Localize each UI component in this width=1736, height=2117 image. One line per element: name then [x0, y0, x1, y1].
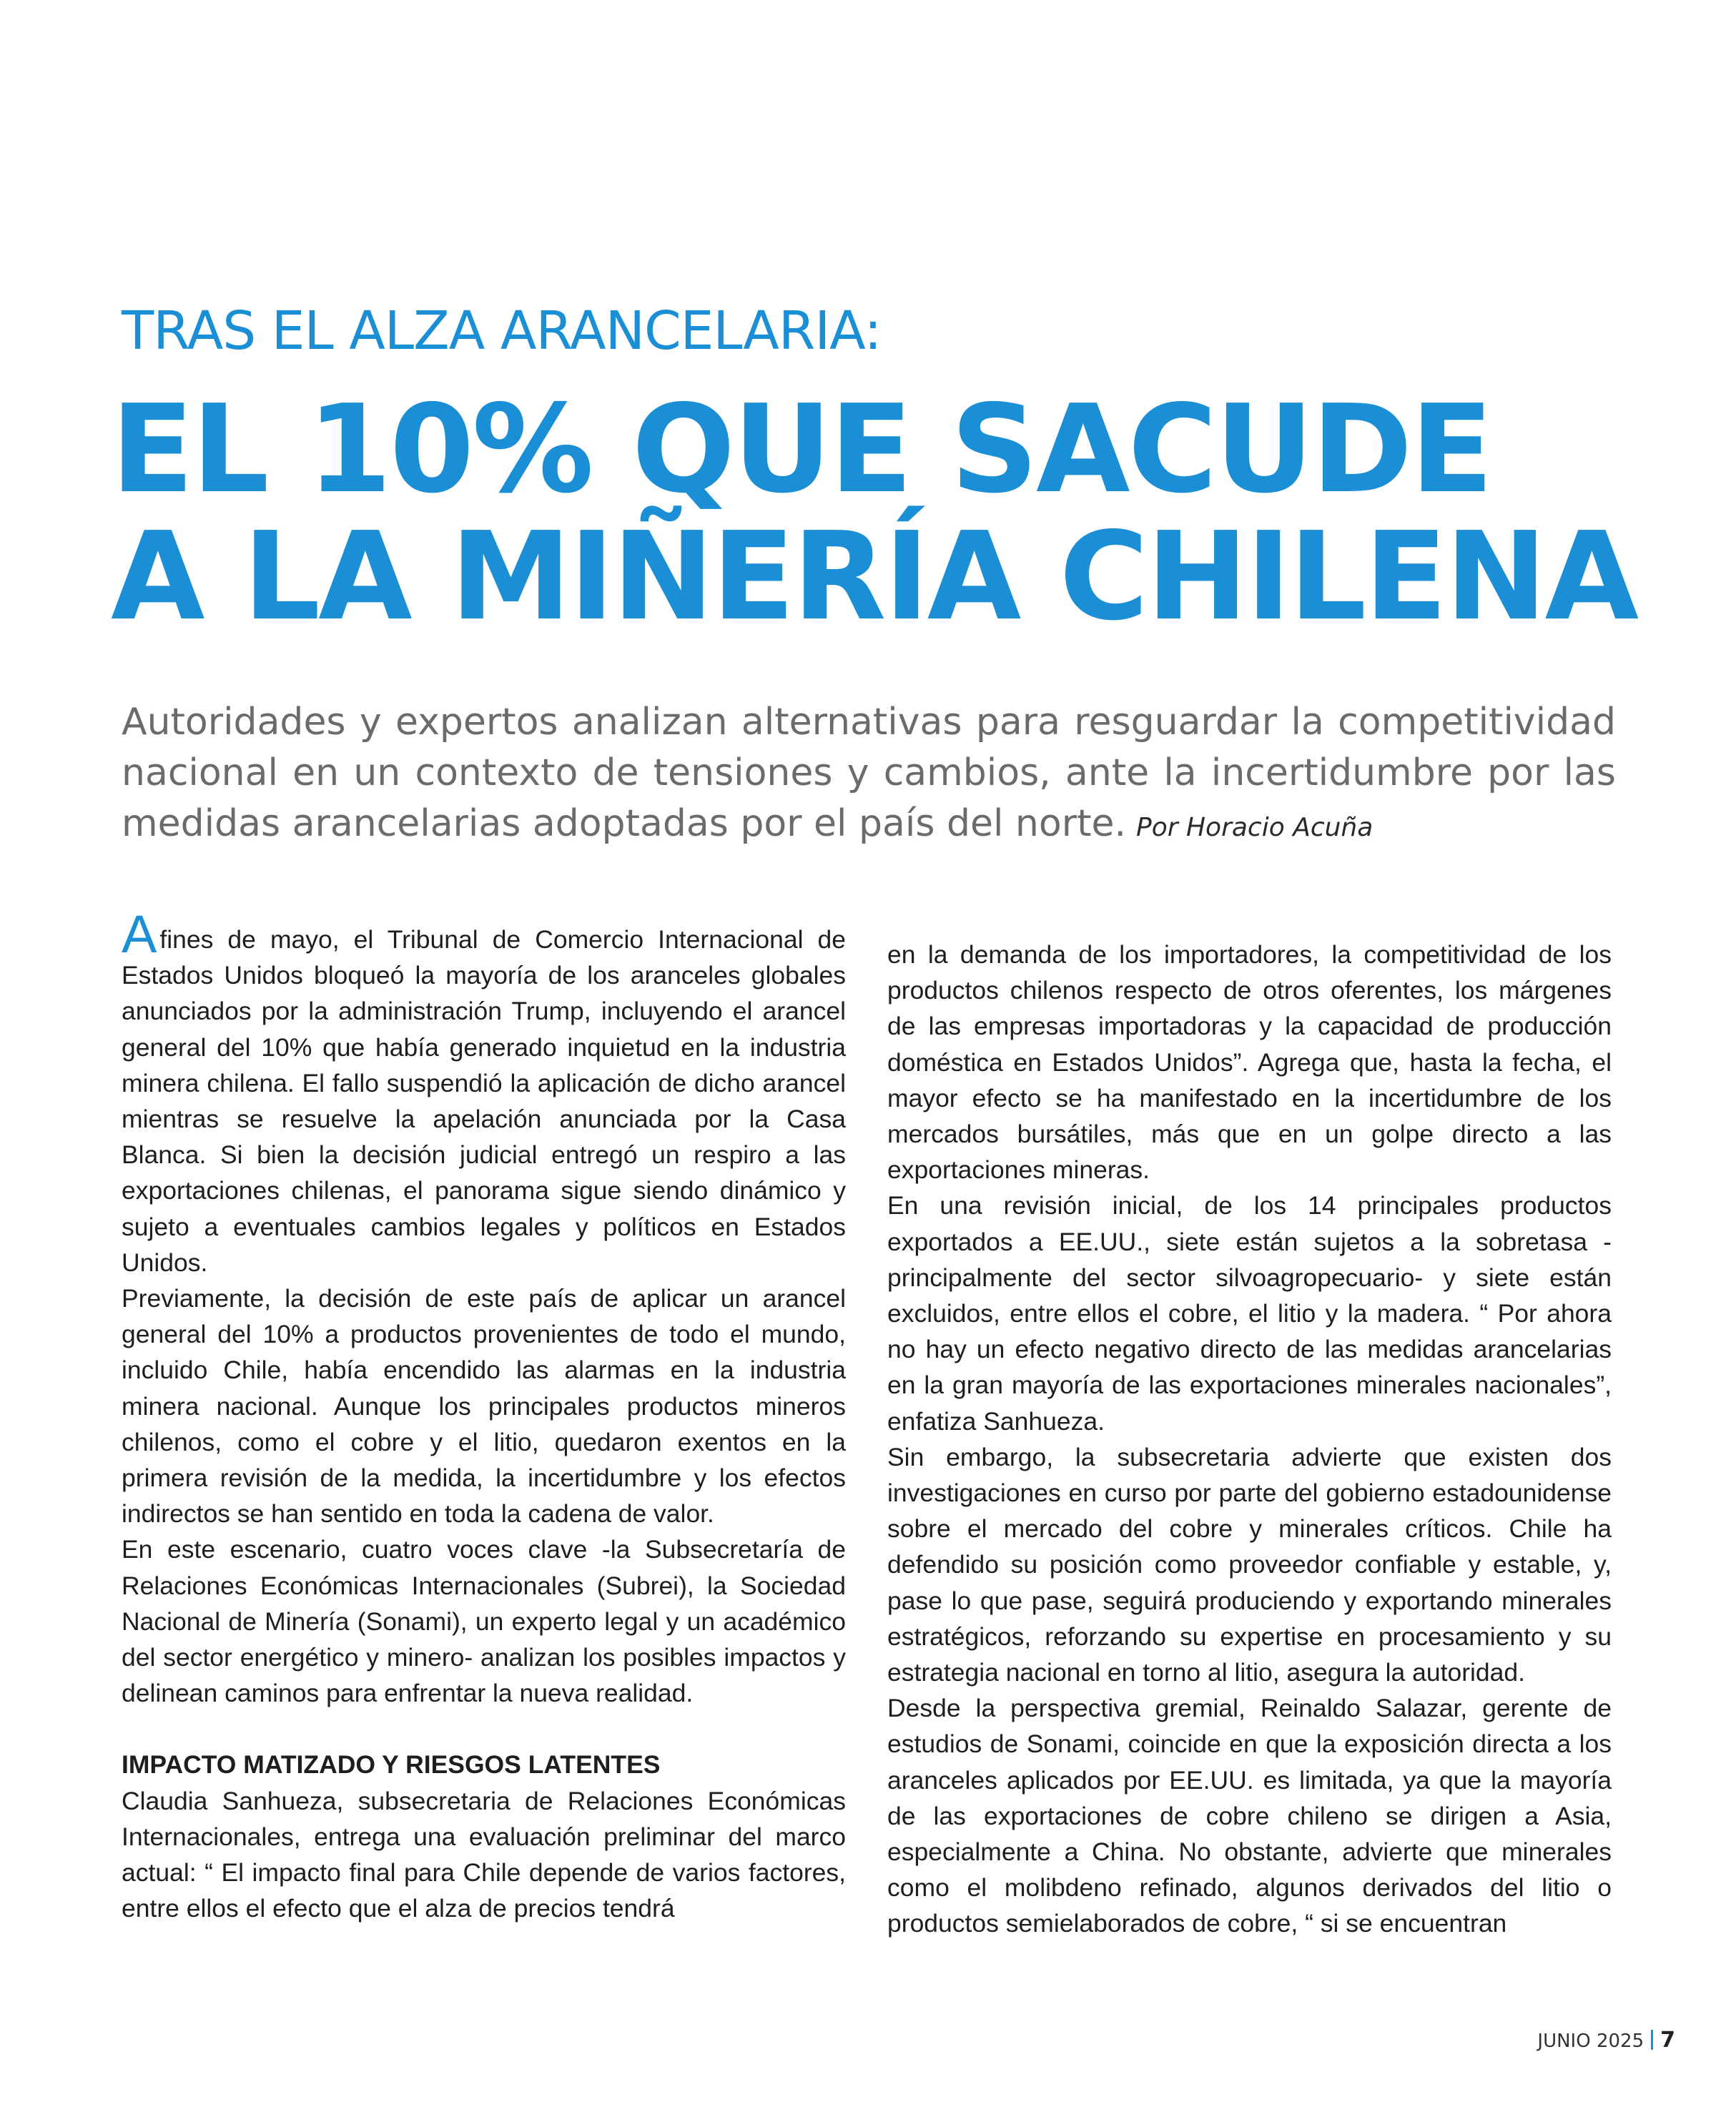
page-number: 7: [1660, 2028, 1675, 2053]
section-subhead: IMPACTO MATIZADO Y RIESGOS LATENTES: [122, 1750, 661, 1780]
right-column: [887, 937, 1612, 1942]
footer-divider: [1651, 2030, 1653, 2050]
paragraph: Sin embargo, la subsecretaria advierte que existen dos investigaciones en curso por parte del gobierno estadounidense sobre el mercado del cobre y minerales críticos. Chile ha defendido su posición como proveedor confiable y estable, y, pase lo que pase, seguirá produciendo y exportando minerales estratégicos, reforzando su expertise en procesamiento y su estrategia nacional en torno al litio, asegura la autoridad.: [887, 1442, 1612, 1687]
drop-cap: A: [122, 904, 157, 964]
headline-line-2: A LA MIÑERÍA CHILENA: [111, 506, 1637, 648]
paragraph-text: fines de mayo, el Tribunal de Comercio Internacional de Estados Unidos bloqueó la mayoría de los aranceles globales anunciados por la administración Trump, incluyendo el arancel general del 10% que había generado inquietud en la industria minera chilena. El fallo suspendió la aplicación de dicho arancel mientras se resuelve la apelación anunciada por la Casa Blanca. Si bien la decisión judicial entregó un respiro a las exportaciones chilenas, el panorama sigue siendo dinámico y sujeto a eventuales cambios legales y políticos en Estados Unidos.: [122, 925, 846, 1277]
paragraph: Desde la perspectiva gremial, Reinaldo Salazar, gerente de estudios de Sonami, coincide en que la exposición directa a los aranceles aplicados por EE.UU. es limitada, ya que la mayoría de las exportaciones de cobre chileno se dirigen a Asia, especialmente a China. No obstante, advierte que minerales como el molibdeno refinado, algunos derivados del litio o productos semielaborados de cobre, “ si se encuentran: [887, 1694, 1612, 1938]
paragraph: Claudia Sanhueza, subsecretaria de Relaciones Económicas Internacionales, entrega una evaluación preliminar del marco actual: “ El impacto final para Chile depende de varios factores, entre ellos el efecto que el alza de precios tendrá: [122, 1786, 846, 1923]
byline: Por Horacio Acuña: [1136, 813, 1373, 842]
paragraph: [122, 904, 846, 1280]
paragraph: En este escenario, cuatro voces clave -la Subsecretaría de Relaciones Económicas Internacionales (Subrei), la Sociedad Nacional de Minería (Sonami), un experto legal y un académico del sector energético y minero- analizan los posibles impactos y delinean caminos para enfrentar la nueva realidad.: [122, 1535, 846, 1708]
article-kicker: TRAS EL ALZA ARANCELARIA:: [122, 300, 882, 362]
article-dek: [122, 697, 1616, 853]
page-footer: [1537, 2028, 1675, 2053]
issue-date: JUNIO 2025: [1537, 2030, 1644, 2052]
headline-line-1: EL 10% QUE SACUDE: [111, 379, 1491, 520]
dek-text: Autoridades y expertos analizan alternativas para resguardar la competitividad nacional en un contexto de tensiones y cambios, ante la incertidumbre por las medidas arancelarias adoptadas por el país del norte.: [122, 701, 1616, 845]
paragraph: en la demanda de los importadores, la competitividad de los productos chilenos respecto de otros oferentes, los márgenes de las empresas importadoras y la capacidad de producción doméstica en Estados Unidos”. Agrega que, hasta la fecha, el mayor efecto se ha manifestado en la incertidumbre de los mercados bursátiles, más que en un golpe directo a las exportaciones mineras.: [887, 940, 1612, 1185]
paragraph: En una revisión inicial, de los 14 principales productos exportados a EE.UU., siete están sujetos a la sobretasa -principalmente del sector silvoagropecuario- y siete están excluidos, entre ellos el cobre, el litio y la madera. “ Por ahora no hay un efecto negativo directo de las medidas arancelarias en la gran mayoría de las exportaciones minerales nacionales”, enfatiza Sanhueza.: [887, 1191, 1612, 1436]
paragraph: Previamente, la decisión de este país de aplicar un arancel general del 10% a productos provenientes de todo el mundo, incluido Chile, había encendido las alarmas en la industria minera nacional. Aunque los principales productos mineros chilenos, como el cobre y el litio, quedaron exentos en la primera revisión de la medida, la incertidumbre y los efectos indirectos se han sentido en toda la cadena de valor.: [122, 1284, 846, 1529]
article-headline: [111, 379, 1637, 648]
left-column: [122, 904, 846, 1926]
